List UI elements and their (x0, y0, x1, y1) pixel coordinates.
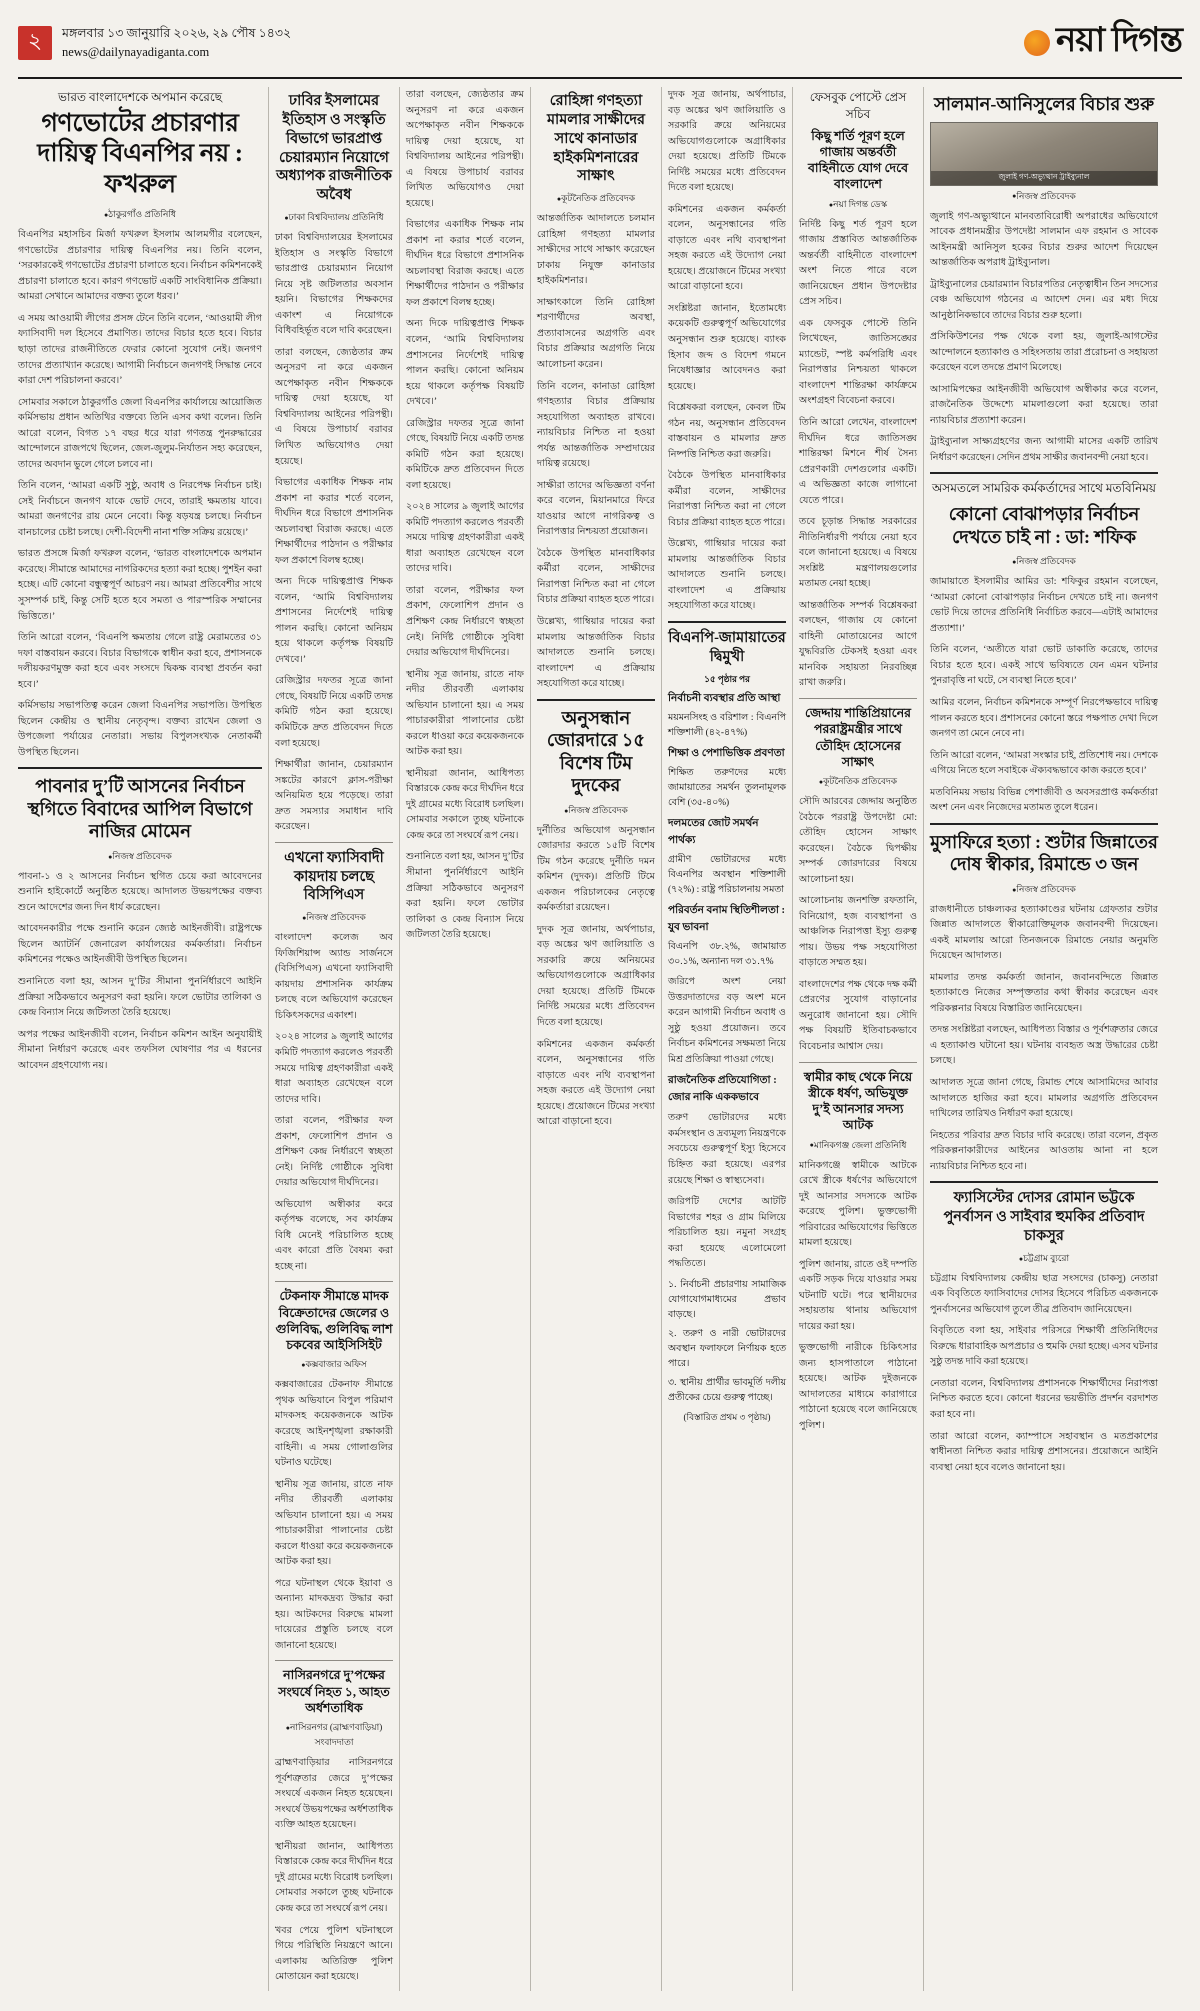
nasirnagar-para-2: খবর পেয়ে পুলিশ ঘটনাস্থলে গিয়ে পরিস্থিতি নিয়ন্ত্রণে আনে। এলাকায় অতিরিক্ত পুলিশ মোতায়েন করা হয়েছে। (275, 1924, 393, 1983)
facebook-para-0: নির্দিষ্ট কিছু শর্ত পূরণ হলে গাজায় প্রস্তাবিত আন্তর্জাতিক অন্তর্বর্তী বাহিনীতে বাংলাদেশ অংশ নিতে পারে বলে জানিয়েছেন প্রধান উপদেষ্টার প্রেস সচিব। (799, 218, 917, 308)
article-facebook (799, 89, 917, 691)
rohingya-cont-1: উল্লেখ্য, গাম্বিয়ার দায়ের করা মামলায় আন্তর্জাতিক বিচার আদালতে শুনানি চলছে। বাংলাদেশ এ প্রক্রিয়ায় সহযোগিতা করে যাচ্ছে। (668, 538, 786, 612)
bnp-jamaat-stat-0: ময়মনসিংহ ও বরিশাল : বিএনপি শক্তিশালী (৪২-৪৭%) (668, 712, 786, 738)
salman-photo-caption: জুলাই গণ-অভ্যুত্থান ট্রাইব্যুনাল (931, 171, 1157, 185)
column-2 (275, 87, 393, 1991)
shafique-para-3: তিনি আরো বলেন, ‘আমরা সংস্কার চাই, প্রতিশোধ নয়। দেশকে এগিয়ে নিতে হলে সবাইকে ঐক্যবদ্ধভাবে কাজ করতে হবে।’ (930, 749, 1158, 777)
bnp-jamaat-footnote-2: ৩. স্থানীয় প্রার্থীর ভাবমূর্তি দলীয় প্রতীকের চেয়ে গুরুত্ব পাচ্ছে। (668, 1378, 786, 1404)
chattogram-para-1: বিবৃতিতে বলা হয়, সাইবার পরিসরে শিক্ষার্থী প্রতিনিধিদের বিরুদ্ধে ধারাবাহিক অপপ্রচার ও হুমকি দেয়া হচ্ছে। এসব ঘটনার সুষ্ঠু তদন্ত দাবি করা হয়েছে। (930, 1325, 1158, 1368)
salman-byline: ● নিজস্ব প্রতিবেদক (930, 189, 1158, 204)
chattogram-para-2: নেতারা বলেন, বিশ্ববিদ্যালয় প্রশাসনকে শিক্ষার্থীদের নিরাপত্তা নিশ্চিত করতে হবে। কোনো ধরনের ভয়ভীতি প্রদর্শন বরদাশত করা হবে না। (930, 1377, 1158, 1420)
dhaka-islam-para-5: শিক্ষার্থীরা জানান, চেয়ারম্যান সঙ্কটের কারণে ক্লাস-পরীক্ষা অনিয়মিত হয়ে পড়েছে। তারা দ্রুত সমস্যার সমাধান দাবি করেছেন। (275, 759, 393, 833)
bcps-para-2: তারা বলেন, পরীক্ষার ফল প্রকাশ, ফেলোশিপ প্রদান ও প্রশিক্ষণ কেন্দ্র নির্ধারণে স্বচ্ছতা নেই। নির্দিষ্ট গোষ্ঠীকে সুবিধা দেয়ার অভিযোগ দীর্ঘদিনের। (275, 1115, 393, 1189)
dudok-para-0: দুর্নীতির অভিযোগ অনুসন্ধান জোরদার করতে ১৫টি বিশেষ টিম গঠন করেছে দুর্নীতি দমন কমিশন (দুদক)। প্রতিটি টিমে একজন পরিচালকের নেতৃত্বে কর্মকর্তারা রয়েছেন। (537, 824, 655, 914)
dhaka-islam-cont-1: বিভাগের একাধিক শিক্ষক নাম প্রকাশ না করার শর্তে বলেন, দীর্ঘদিন ধরে বিভাগে প্রশাসনিক অচলাবস্থা বিরাজ করছে। এতে শিক্ষার্থীদের পাঠদান ও পরীক্ষার ফল প্রকাশে বিলম্ব হচ্ছে। (406, 219, 524, 308)
dudok-headline: অনুসন্ধান জোরদারে ১৫ বিশেষ টিম দুদকের (546, 707, 646, 796)
chattogram-byline: ● চট্টগ্রাম ব্যুরো (930, 1251, 1158, 1266)
nasirnagar-para-1: স্থানীয়রা জানান, আধিপত্য বিস্তারকে কেন্দ্র করে দীর্ঘদিন ধরে দুই গ্রামের মধ্যে বিরোধ চলছিল। সোমবার সকালে তুচ্ছ ঘটনাকে কেন্দ্র করে তা সংঘর্ষে রূপ নেয়। (275, 1840, 393, 1914)
dateline (62, 24, 1024, 62)
lead-para-0: বিএনপির মহাসচিব মির্জা ফখরুল ইসলাম আলমগীর বলেছেন, গণভোটের প্রচারণার দায়িত্ব বিএনপির নয়। তিনি বলেন, ‘সরকারকেই গণভোটের প্রচারণা চালাতে হবে। নির্বাচন কমিশনকেই প্রচারণা চালাতে হবে। কারণ গণভোট একটি সাংবিধানিক প্রক্রিয়া। আমরা সেখানে আমাদের বক্তব্য তুলে ধরব।’ (18, 229, 262, 303)
dhaka-islam-cont-3: রেজিস্ট্রার দফতর সূত্রে জানা গেছে, বিষয়টি নিয়ে একটি তদন্ত কমিটি গঠন করা হয়েছে। কমিটিকে দ্রুত প্রতিবেদন দিতে বলা হয়েছে। (406, 417, 524, 491)
lead-para-2: সোমবার সকালে ঠাকুরগাঁও জেলা বিএনপির কার্যালয়ে আয়োজিত কর্মিসভায় প্রধান অতিথির বক্তব্যে তিনি এসব কথা বলেন। তিনি আরো বলেন, বিগত ১৭ বছর ধরে যারা গণতন্ত্র পুনরুদ্ধারের আন্দোলনে রাজপথে ছিলেন, জেল-জুলুম-নির্যাতন সহ্য করেছেন, তাদের অবদান ভুলে গেলে চলবে না। (18, 396, 262, 470)
column-divider (268, 87, 269, 1991)
bnp-jamaat-footnote-1: ২. তরুণ ও নারী ভোটারদের অবস্থান ফলাফলে নির্ণায়ক হতে পারে। (668, 1328, 786, 1369)
dhaka-islam-para-4: রেজিস্ট্রার দফতর সূত্রে জানা গেছে, বিষয়টি নিয়ে একটি তদন্ত কমিটি গঠন করা হয়েছে। কমিটিকে দ্রুত প্রতিবেদন দিতে বলা হয়েছে। (275, 675, 393, 749)
dhaka-islam-para-2: বিভাগের একাধিক শিক্ষক নাম প্রকাশ না করার শর্তে বলেন, দীর্ঘদিন ধরে বিভাগে প্রশাসনিক অচলাবস্থা বিরাজ করছে। এতে শিক্ষার্থীদের পাঠদান ও পরীক্ষার ফল প্রকাশে বিলম্ব হচ্ছে। (275, 477, 393, 566)
column-grid (18, 87, 1182, 1991)
rohingya-cont-0: বৈঠকে উপস্থিত মানবাধিকার কর্মীরা বলেন, সাক্ষীদের নিরাপত্তা নিশ্চিত করা না গেলে বিচার প্রক্রিয়া ব্যাহত হতে পারে। (668, 470, 786, 528)
musafir-para-3: আদালত সূত্রে জানা গেছে, রিমান্ড শেষে আসামিদের আবার আদালতে হাজির করা হবে। মামলার অগ্রগতি প্রতিবেদন দাখিলের তারিখও নির্ধারণ করা হয়েছে। (930, 1077, 1158, 1120)
teknaf-para-0: কক্সবাজারের টেকনাফ সীমান্তে পৃথক অভিযানে বিপুল পরিমাণ মাদকসহ কয়েকজনকে আটক করেছে আইনশৃঙ্খলা রক্ষাকারী বাহিনী। এ সময় গোলাগুলির ঘটনাও ঘটেছে। (275, 1379, 393, 1469)
bcps-cont-1: তারা বলেন, পরীক্ষার ফল প্রকাশ, ফেলোশিপ প্রদান ও প্রশিক্ষণ কেন্দ্র নির্ধারণে স্বচ্ছতা নেই। নির্দিষ্ট গোষ্ঠীকে সুবিধা দেয়ার অভিযোগ দীর্ঘদিনের। (406, 584, 524, 659)
article-nasirnagar (275, 1667, 393, 1984)
bnp-jamaat-subhead-1: শিক্ষা ও পেশাভিত্তিক প্রবণতা (668, 747, 785, 759)
column-divider (399, 87, 400, 1991)
bnp-jamaat-subhead-4: রাজনৈতিক প্রতিযোগিতা : জোর নাকি এককভাবে (668, 1075, 777, 1104)
divider (275, 842, 393, 843)
lead-para-3: তিনি বলেন, ‘আমরা একটি সুষ্ঠু, অবাধ ও নিরপেক্ষ নির্বাচন চাই। সেই নির্বাচনে জনগণ যাকে ভোট দেবে, তারাই ক্ষমতায় যাবে। আমরা জনগণের রায় মেনে নেবো। কিন্তু ষড়যন্ত্র চলছে। নির্বাচন বানচালের চেষ্টা চলছে। দেশী-বিদেশী নানা শক্তি সক্রিয় রয়েছে।’ (18, 480, 262, 538)
facebook-byline: ● নয়া দিগন্ত ডেস্ক (799, 197, 917, 212)
dudok-para-2: কমিশনের একজন কর্মকর্তা বলেন, অনুসন্ধানের গতি বাড়াতে এবং নথি ব্যবস্থাপনা সহজ করতে এই উদ্যোগ নেয়া হয়েছে। প্রয়োজনে টিমের সংখ্যা আরো বাড়ানো হবে। (537, 1038, 655, 1128)
column-divider (530, 87, 531, 1991)
lead-headline: গণভোটের প্রচারণার দায়িত্ব বিএনপির নয় : ফখরুল (37, 109, 243, 198)
pabna-para-3: অপর পক্ষের আইনজীবী বলেন, নির্বাচন কমিশন আইন অনুযায়ীই সীমানা নির্ধারণ করেছে এবং তফসিল ঘোষণার পর এ ধরনের আবেদন গ্রহণযোগ্য নয়। (18, 1028, 262, 1071)
pabna-headline: পাবনার দু’টি আসনের নির্বাচন স্থগিতে বিবাদের আপিল বিভাগে নাজির মোমেন (27, 776, 253, 842)
tawhid-headline: জেদ্দায় শান্তিপ্রিয়ানের পররাষ্ট্রমন্ত্রীর সাথে তৌহিদ হোসেনের সাক্ষাৎ (804, 706, 912, 769)
column-divider (923, 87, 924, 1991)
salman-photo (930, 122, 1158, 186)
date-text: মঙ্গলবার ১৩ জানুয়ারি ২০২৬, ২৯ পৌষ ১৪৩২ (62, 25, 292, 40)
facebook-para-4: আন্তর্জাতিক সম্পর্ক বিশ্লেষকরা বলছেন, গাজায় যে কোনো বাহিনী মোতায়েনের আগে যুদ্ধবিরতি টেকসই হওয়া এবং মানবিক সহায়তা নিরবচ্ছিন্ন রাখা জরুরি। (799, 599, 917, 689)
lead-para-6: কর্মিসভায় সভাপতিত্ব করেন জেলা বিএনপির সভাপতি। উপস্থিত ছিলেন কেন্দ্রীয় ও স্থানীয় নেতৃবৃন্দ। বক্তব্য রাখেন জেলা ও উপজেলা পর্যায়ের নেতারা। সভায় বিপুলসংখ্যক নেতাকর্মী উপস্থিত ছিলেন। (18, 700, 262, 758)
pabna-byline: ● নিজস্ব প্রতিবেদক (18, 849, 262, 864)
husband-headline: স্বামীর কাছ থেকে নিয়ে স্ত্রীকে ধর্ষণ, অভিযুক্ত দু’ই আনসার সদস্য আটক (803, 1069, 913, 1133)
teknaf-para-2: পরে ঘটনাস্থল থেকে ইয়াবা ও অন্যান্য মাদকদ্রব্য উদ্ধার করা হয়। আটকদের বিরুদ্ধে মামলা দায়েরের প্রস্তুতি চলছে বলে জানানো হয়েছে। (275, 1577, 393, 1651)
article-musafir (930, 831, 1158, 1175)
bnp-jamaat-para-1: তরুণ ভোটারদের মধ্যে কর্মসংস্থান ও দ্রব্যমূল্য নিয়ন্ত্রণকে সবচেয়ে গুরুত্বপূর্ণ ইস্যু হিসেবে চিহ্নিত করা হয়েছে। এরপর রয়েছে শিক্ষা ও স্বাস্থ্যসেবা। (668, 1112, 786, 1186)
column-divider (661, 87, 662, 1991)
pabna-cont-0: শুনানিতে বলা হয়, আসন দু’টির সীমানা পুনর্নির্ধারণে আইনি প্রক্রিয়া সঠিকভাবে অনুসরণ করা হয়নি। ফলে ভোটার তালিকা ও কেন্দ্র বিন্যাস নিয়ে জটিলতা তৈরি হয়েছে। (406, 851, 524, 941)
dudok-cont-0: দুদক সূত্র জানায়, অর্থপাচার, বড় অঙ্কের ঋণ জালিয়াতি ও সরকারি ক্রয়ে অনিয়মের অভিযোগগুলোকে অগ্রাধিকার দেয়া হয়েছে। প্রতিটি টিমকে নির্দিষ্ট সময়ের মধ্যে প্রতিবেদন দিতে বলা হয়েছে। (668, 89, 786, 194)
nasirnagar-cont-0: স্থানীয়রা জানান, আধিপত্য বিস্তারকে কেন্দ্র করে দীর্ঘদিন ধরে দুই গ্রামের মধ্যে বিরোধ চলছিল। সোমবার সকালে তুচ্ছ ঘটনাকে কেন্দ্র করে তা সংঘর্ষে রূপ নেয়। (406, 767, 524, 841)
divider (930, 1181, 1158, 1183)
email-text: news@dailynayadiganta.com (62, 44, 210, 59)
divider (275, 1281, 393, 1282)
bnp-jamaat-continued-from: ১৫ পৃষ্ঠার পর (704, 673, 750, 684)
column-3 (406, 87, 524, 1991)
column-5 (668, 87, 786, 1991)
dhaka-islam-para-0: ঢাকা বিশ্ববিদ্যালয়ের ইসলামের ইতিহাস ও সংস্কৃতি বিভাগে ভারপ্রাপ্ত চেয়ারম্যান নিয়োগ নিয়ে সৃষ্ট জটিলতার অবসান হয়নি। বিভাগের শিক্ষকদের একাংশ এ নিয়োগকে বিধিবহির্ভূত বলে দাবি করেছেন। (275, 232, 393, 337)
rohingya-para-0: আন্তর্জাতিক আদালতে চলমান রোহিঙ্গা গণহত্যা মামলার সাক্ষীদের সাথে সাক্ষাৎ করেছেন ঢাকায় নিযুক্ত কানাডার হাইকমিশনার। (537, 213, 655, 287)
bcps-para-1: ২০২৪ সালের ৯ জুলাই আগের কমিটি পদত্যাগ করলেও পরবর্তী সময়ে দায়িত্ব গ্রহণকারীরা একই ধারা অব্যাহত রেখেছেন বলে তাদের দাবি। (275, 1031, 393, 1105)
tawhid-para-2: বাংলাদেশের পক্ষ থেকে দক্ষ কর্মী প্রেরণের সুযোগ বাড়ানোর অনুরোধ জানানো হয়। সৌদি পক্ষ বিষয়টি ইতিবাচকভাবে বিবেচনার আশ্বাস দেয়। (799, 978, 917, 1052)
bnp-jamaat-stat-1: শিক্ষিত তরুণদের মধ্যে জামায়াতের সমর্থন তুলনামূলক বেশি (৩৫-৪০%) (668, 767, 786, 808)
dudok-cont-1: কমিশনের একজন কর্মকর্তা বলেন, অনুসন্ধানের গতি বাড়াতে এবং নথি ব্যবস্থাপনা সহজ করতে এই উদ্যোগ নেয়া হয়েছে। প্রয়োজনে টিমের সংখ্যা আরো বাড়ানো হবে। (668, 203, 786, 293)
husband-byline: ● মানিকগঞ্জ জেলা প্রতিনিধি (799, 1138, 917, 1153)
facebook-headline: কিছু শর্তি পূরণ হলে গাজায় অন্তর্বর্তী বাহিনীতে যোগ দেবে বাংলাদেশ (807, 128, 909, 192)
bcps-para-3: অভিযোগ অস্বীকার করে কর্তৃপক্ষ বলেছে, সব কার্যক্রম বিধি মেনেই পরিচালিত হচ্ছে এবং কারো প্রতি বৈষম্য করা হচ্ছে না। (275, 1198, 393, 1272)
page-number: ২ (18, 26, 52, 60)
rohingya-headline: রোহিঙ্গা গণহত্যা মামলার সাক্ষীদের সাথে কানাডার হাইকমিশনারের সাক্ষাৎ (546, 93, 646, 185)
divider (668, 621, 786, 623)
article-chattogram (930, 1189, 1158, 1475)
bcps-byline: ● নিজস্ব প্রতিবেদক (275, 910, 393, 925)
teknaf-cont-0: স্থানীয় সূত্র জানায়, রাতে নাফ নদীর তীরবর্তী এলাকায় অভিযান চালানো হয়। এ সময় পাচারকারীরা পালানোর চেষ্টা করলে ধাওয়া করে কয়েকজনকে আটক করা হয়। (406, 668, 524, 758)
bnp-jamaat-contd: (বিস্তারিত প্রথম ৩ পৃষ্ঠায়) (683, 1412, 771, 1423)
rohingya-para-4: বৈঠকে উপস্থিত মানবাধিকার কর্মীরা বলেন, সাক্ষীদের নিরাপত্তা নিশ্চিত করা না গেলে বিচার প্রক্রিয়া ব্যাহত হতে পারে। (537, 547, 655, 606)
teknaf-byline: ● কক্সবাজার অফিস (275, 1357, 393, 1372)
pabna-para-2: শুনানিতে বলা হয়, আসন দু’টির সীমানা পুনর্নির্ধারণে আইনি প্রক্রিয়া সঠিকভাবে অনুসরণ করা হয়নি। ফলে ভোটার তালিকা ও কেন্দ্র বিন্যাস নিয়ে জটিলতা তৈরি হয়েছে। (18, 975, 262, 1019)
facebook-para-2: তিনি আরো লেখেন, বাংলাদেশ দীর্ঘদিন ধরে জাতিসঙ্ঘ শান্তিরক্ষা মিশনে শীর্ষ সৈন্য প্রেরণকারী দেশগুলোর একটি। এ অভিজ্ঞতা কাজে লাগানো যেতে পারে। (799, 416, 917, 506)
article-lead (18, 89, 262, 760)
divider (799, 698, 917, 699)
dudok-cont-3: বিশ্লেষকরা বলছেন, কেবল টিম গঠন নয়, অনুসন্ধান প্রতিবেদন বাস্তবায়ন ও মামলার দ্রুত নিষ্পত্তি নিশ্চিত করা জরুরি। (668, 402, 786, 460)
facebook-para-3: তবে চূড়ান্ত সিদ্ধান্ত সরকারের নীতিনির্ধারণী পর্যায়ে নেয়া হবে বলে জানানো হয়েছে। এ বিষয়ে সংশ্লিষ্ট মন্ত্রণালয়গুলোর মতামত নেয়া হচ্ছে। (799, 516, 917, 590)
bnp-jamaat-footnote-0: ১. নির্বাচনী প্রচারণায় সামাজিক যোগাযোগমাধ্যমের প্রভাব বাড়ছে। (668, 1279, 786, 1320)
dhaka-islam-para-3: অন্য দিকে দায়িত্বপ্রাপ্ত শিক্ষক বলেন, ‘আমি বিশ্ববিদ্যালয় প্রশাসনের নির্দেশেই দায়িত্ব পালন করছি। কোনো অনিয়ম হয়ে থাকলে কর্তৃপক্ষ বিষয়টি দেখবে।’ (275, 576, 393, 665)
article-bnp-jamaat (668, 629, 786, 1425)
shafique-para-2: আমির বলেন, নির্বাচন কমিশনকে সম্পূর্ণ নিরপেক্ষভাবে দায়িত্ব পালন করতে হবে। প্রশাসনের কোনো স্তরে পক্ষপাত দেখা দিলে জনগণ তা মেনে নেবে না। (930, 696, 1158, 740)
brand-name: নয়া দিগন্ত (1056, 22, 1182, 59)
dhaka-islam-cont-2: অন্য দিকে দায়িত্বপ্রাপ্ত শিক্ষক বলেন, ‘আমি বিশ্ববিদ্যালয় প্রশাসনের নির্দেশেই দায়িত্ব পালন করছি। কোনো অনিয়ম হয়ে থাকলে কর্তৃপক্ষ বিষয়টি দেখবে।’ (406, 318, 524, 408)
dhaka-islam-byline: ● ঢাকা বিশ্ববিদ্যালয় প্রতিনিধি (275, 210, 393, 225)
divider (18, 767, 262, 769)
lead-para-4: ভারত প্রসঙ্গে মির্জা ফখরুল বলেন, ‘ভারত বাংলাদেশকে অপমান করেছে। সীমান্তে আমাদের নাগরিকদের হত্যা করা হচ্ছে। পুশইন করা হচ্ছে। এটি কোনো বন্ধুত্বপূর্ণ আচরণ নয়। আমরা প্রতিবেশীর সাথে সুসম্পর্ক চাই, কিন্তু সেটি হতে হবে সমতা ও পারস্পরিক সম্মানের ভিত্তিতে।’ (18, 548, 262, 622)
musafir-byline: ● নিজস্ব প্রতিবেদক (930, 882, 1158, 897)
rohingya-para-3: সাক্ষীরা তাদের অভিজ্ঞতা বর্ণনা করে বলেন, মিয়ানমারে ফিরে যাওয়ার আগে নাগরিকত্ব ও নিরাপত্তার নিশ্চয়তা প্রয়োজন। (537, 479, 655, 538)
newspaper-logo (1024, 14, 1182, 71)
divider (799, 1062, 917, 1063)
shafique-byline: ● নিজস্ব প্রতিবেদক (930, 554, 1158, 569)
chattogram-para-0: চট্টগ্রাম বিশ্ববিদ্যালয় কেন্দ্রীয় ছাত্র সংসদের (চাকসু) নেতারা এক বিবৃতিতে ফ্যাসিবাদের দোসর হিসেবে পরিচিত একজনকে পুনর্বাসনের অভিযোগ তুলে তীব্র প্রতিবাদ জানিয়েছেন। (930, 1272, 1158, 1315)
bcps-para-0: বাংলাদেশ কলেজ অব ফিজিশিয়ান্স অ্যান্ড সার্জনসে (বিসিপিএস) এখনো ফ্যাসিবাদী কায়দায় প্রশাসনিক কার্যক্রম চলছে বলে অভিযোগ করেছেন চিকিৎসকদের একাংশ। (275, 932, 393, 1021)
pabna-para-1: আবেদনকারীর পক্ষে শুনানি করেন জ্যেষ্ঠ আইনজীবী। রাষ্ট্রপক্ষে ছিলেন অ্যাটর্নি জেনারেল কার্যালয়ের কর্মকর্তারা। নির্বাচন কমিশনের পক্ষেও আইনজীবী উপস্থিত ছিলেন। (18, 923, 262, 966)
bnp-jamaat-subhead-2: দলমতের জোট সমর্থন পার্থক্য (668, 817, 759, 846)
bcps-headline: এখনো ফ্যাসিবাদী কায়দায় চলছে বিসিপিএস (284, 849, 384, 904)
rohingya-para-5: উল্লেখ্য, গাম্বিয়ার দায়ের করা মামলায় আন্তর্জাতিক বিচার আদালতে শুনানি চলছে। বাংলাদেশ এ প্রক্রিয়ায় সহযোগিতা করে যাচ্ছে। (537, 615, 655, 690)
lead-byline: ● ঠাকুরগাঁও প্রতিনিধি (18, 207, 262, 222)
tawhid-byline: ● কূটনৈতিক প্রতিবেদক (799, 774, 917, 789)
teknaf-headline: টেকনাফ সীমান্তে মাদক বিক্রেতাদের জেলের ও গুলিবিদ্ধ, গুলিবিদ্ধ লাশ চকবের আইসিসিইট (275, 1289, 393, 1353)
sun-icon (1024, 30, 1050, 56)
musafir-para-2: তদন্ত সংশ্লিষ্টরা বলছেন, আধিপত্য বিস্তার ও পূর্বশত্রুতার জেরে এ হত্যাকাণ্ড ঘটানো হয়। ঘটনায় ব্যবহৃত অস্ত্র উদ্ধারের চেষ্টা চলছে। (930, 1024, 1158, 1067)
salman-para-0: জুলাই গণ-অভ্যুত্থানে মানবতাবিরোধী অপরাধের অভিযোগে সাবেক প্রধানমন্ত্রীর উপদেষ্টা সালমান এফ রহমান ও সাবেক আইনমন্ত্রী আনিসুল হকের বিচার শুরুর আদেশ দিয়েছেন আন্তর্জাতিক অপরাধ ট্রাইব্যুনাল। (930, 210, 1158, 269)
article-rohingya (537, 92, 655, 692)
pabna-para-0: পাবনা-১ ও ২ আসনের নির্বাচন স্থগিত চেয়ে করা আবেদনের শুনানি হাইকোর্টে অনুষ্ঠিত হয়েছে। আদালত উভয়পক্ষের বক্তব্য শুনে আদেশের জন্য দিন ধার্য করেছেন। (18, 870, 262, 913)
lead-kicker: ভারত বাংলাদেশকে অপমান করেছে (58, 90, 222, 104)
column-7 (930, 87, 1158, 1991)
facebook-kicker: ফেসবুক পোস্টে প্রেস সচিব (809, 90, 907, 121)
bnp-jamaat-stat-3: বিএনপি ৩৮.২%, জামায়াত ৩০.১%, অন্যান্য দল ৩১.৭% (668, 942, 786, 968)
bnp-jamaat-stat-2: গ্রামীণ ভোটারদের মধ্যে বিএনপির অবস্থান শক্তিশালী (৭২%) : রাষ্ট্র পরিচালনায় সমতা (668, 854, 786, 896)
dudok-cont-2: সংশ্লিষ্টরা জানান, ইতোমধ্যে কয়েকটি গুরুত্বপূর্ণ অভিযোগের অনুসন্ধান শুরু হয়েছে। ব্যাংক হিসাব জব্দ ও বিদেশ গমনে নিষেধাজ্ঞার আবেদনও করা হয়েছে। (668, 302, 786, 392)
article-tawhid (799, 705, 917, 1055)
column-4 (537, 87, 655, 1991)
shafique-para-4: মতবিনিময় সভায় বিভিন্ন পেশাজীবী ও অবসরপ্রাপ্ত কর্মকর্তারা অংশ নেন এবং নিজেদের মতামত তুলে ধরেন। (930, 786, 1158, 814)
bcps-cont-0: ২০২৪ সালের ৯ জুলাই আগের কমিটি পদত্যাগ করলেও পরবর্তী সময়ে দায়িত্ব গ্রহণকারীরা একই ধারা অব্যাহত রেখেছেন বলে তাদের দাবি। (406, 501, 524, 575)
column-6 (799, 87, 917, 1991)
chattogram-headline: ফ্যাসিস্টের দোসর রোমান ভট্টকে পুনর্বাসন ও সাইবার হুমকির প্রতিবাদ চাকসুর (943, 1190, 1145, 1244)
rohingya-para-2: তিনি বলেন, কানাডা রোহিঙ্গা গণহত্যার বিচার প্রক্রিয়ায় সহযোগিতা অব্যাহত রাখবে। ন্যায়বিচার নিশ্চিত না হওয়া পর্যন্ত আন্তর্জাতিক সম্প্রদায়ের দায়িত্ব রয়েছে। (537, 380, 655, 470)
bnp-jamaat-subhead-0: নির্বাচনী ব্যবস্থার প্রতি আস্থা (668, 692, 781, 704)
rohingya-para-1: সাক্ষাৎকালে তিনি রোহিঙ্গা শরণার্থীদের অবস্থা, প্রত্যাবাসনের অগ্রগতি এবং বিচার প্রক্রিয়ার অগ্রগতি নিয়ে আলোচনা করেন। (537, 296, 655, 370)
nasirnagar-para-0: ব্রাহ্মণবাড়িয়ার নাসিরনগরে পূর্বশত্রুতার জেরে দু’পক্ষের সংঘর্ষে একজন নিহত হয়েছেন। সংঘর্ষে উভয়পক্ষের অর্ধশতাধিক ব্যক্তি আহত হয়েছেন। (275, 1757, 393, 1831)
bnp-jamaat-para-0: জরিপে অংশ নেয়া উত্তরদাতাদের বড় অংশ মনে করেন আগামী নির্বাচন অবাধ ও সুষ্ঠু হওয়া প্রয়োজন। তবে নির্বাচন কমিশনের সক্ষমতা নিয়ে মিশ্র প্রতিক্রিয়া পাওয়া গেছে। (668, 976, 786, 1065)
article-shafique (930, 480, 1158, 815)
column-1 (18, 87, 262, 1991)
masthead (18, 14, 1182, 79)
musafir-para-4: নিহতের পরিবার দ্রুত বিচার দাবি করেছে। তারা বলেন, প্রকৃত পরিকল্পনাকারীদের আইনের আওতায় আনা না হলে ন্যায়বিচার নিশ্চিত হবে না। (930, 1129, 1158, 1172)
salman-headline: সালমান-আনিসুলের বিচার শুরু (933, 94, 1155, 114)
article-teknaf (275, 1288, 393, 1653)
divider (930, 472, 1158, 474)
husband-para-2: ভুক্তভোগী নারীকে চিকিৎসার জন্য হাসপাতালে পাঠানো হয়েছে। আটক দুইজনকে আদালতের মাধ্যমে কারাগারে পাঠানো হয়েছে বলে জানিয়েছে পুলিশ। (799, 1342, 917, 1431)
shafique-para-1: তিনি বলেন, ‘অতীতে যারা ভোট ডাকাতি করেছে, তাদের বিচার হতে হবে। একই সাথে ভবিষ্যতে যেন এমন ঘটনার পুনরাবৃত্তি না ঘটে, সে ব্যবস্থা নিতে হবে।’ (930, 644, 1158, 687)
divider (275, 1660, 393, 1661)
dhaka-islam-cont-0: তারা বলছেন, জ্যেষ্ঠতার ক্রম অনুসরণ না করে একজন অপেক্ষাকৃত নবীন শিক্ষককে দায়িত্ব দেয়া হয়েছে, যা বিশ্ববিদ্যালয় আইনের পরিপন্থী। এ বিষয়ে উপাচার্য বরাবর লিখিত অভিযোগও দেয়া হয়েছে। (406, 89, 524, 209)
tawhid-para-1: আলোচনায় জনশক্তি রফতানি, বিনিয়োগ, হজ ব্যবস্থাপনা ও আঞ্চলিক নিরাপত্তা ইস্যু গুরুত্ব পায়। উভয় পক্ষ সহযোগিতা বাড়াতে সম্মত হয়। (799, 895, 917, 969)
husband-para-0: মানিকগঞ্জে স্বামীকে আটকে রেখে স্ত্রীকে ধর্ষণের অভিযোগে দুই আনসার সদস্যকে আটক করেছে পুলিশ। ভুক্তভোগী পরিবারের অভিযোগের ভিত্তিতে মামলা হয়েছে। (799, 1159, 917, 1249)
shafique-headline: কোনো বোঝাপড়ার নির্বাচন দেখতে চাই না : ডা: শফিক (948, 504, 1140, 547)
article-husband (799, 1069, 917, 1434)
salman-para-3: আসামিপক্ষের আইনজীবী অভিযোগ অস্বীকার করে বলেন, রাজনৈতিক উদ্দেশ্যে মামলাগুলো করা হয়েছে। তারা ন্যায়বিচার প্রত্যাশা করেন। (930, 383, 1158, 426)
bnp-jamaat-subhead-3: পরিবর্তন বনাম স্থিতিশীলতা : যুব ভাবনা (668, 905, 786, 934)
musafir-para-0: রাজধানীতে চাঞ্চল্যকর হত্যাকাণ্ডের ঘটনায় গ্রেফতার শুটার জিন্নাত আদালতে স্বীকারোক্তিমূলক জবানবন্দী দিয়েছেন। একই মামলায় আরো তিনজনকে রিমান্ডে নেয়ার অনুমতি দিয়েছেন আদালত। (930, 903, 1158, 962)
article-dhaka-islam (275, 92, 393, 835)
bnp-jamaat-para-2: জরিপটি দেশের আটটি বিভাগের শহর ও গ্রাম মিলিয়ে পরিচালিত হয়। নমুনা সংগ্রহ করা হয়েছে এলোমেলো পদ্ধতিতে। (668, 1196, 786, 1270)
article-salman (930, 93, 1158, 465)
husband-para-1: পুলিশ জানায়, রাতে ওই দম্পতি একটি সড়ক দিয়ে যাওয়ার সময় ঘটনাটি ঘটে। পরে স্থানীয়দের সহায়তায় থানায় অভিযোগ দায়ের করা হয়। (799, 1258, 917, 1332)
dudok-byline: ● নিজস্ব প্রতিবেদক (537, 803, 655, 818)
lead-para-5: তিনি আরো বলেন, ‘বিএনপি ক্ষমতায় গেলে রাষ্ট্র মেরামতের ৩১ দফা বাস্তবায়ন করবে। বিচার বিভাগকে স্বাধীন করা হবে, প্রশাসনকে দলীয়করণমুক্ত করা হবে এবং সংসদে দ্বিকক্ষ ব্যবস্থা প্রবর্তন করা হবে।’ (18, 632, 262, 690)
article-pabna (18, 775, 262, 1073)
dhaka-islam-para-1: তারা বলছেন, জ্যেষ্ঠতার ক্রম অনুসরণ না করে একজন অপেক্ষাকৃত নবীন শিক্ষককে দায়িত্ব দেয়া হয়েছে, যা বিশ্ববিদ্যালয় আইনের পরিপন্থী। এ বিষয়ে উপাচার্য বরাবর লিখিত অভিযোগও দেয়া হয়েছে। (275, 346, 393, 467)
nasirnagar-headline: নাসিরনগরে দু’পক্ষের সংঘর্ষে নিহত ১, আহত অর্ধশতাধিক (278, 1668, 390, 1715)
article-dudok (537, 707, 655, 1130)
divider (537, 699, 655, 701)
dhaka-islam-headline: ঢাবির ইসলামের ইতিহাস ও সংস্কৃতি বিভাগে ভারপ্রাপ্ত চেয়ারম্যান নিয়োগে অধ্যাপক রাজনীতিক অবৈধ (276, 93, 392, 204)
shafique-kicker: অসমতলে সামরিক কর্মকর্তাদের সাথে মতবিনিময় (931, 481, 1157, 496)
salman-para-2: প্রসিকিউশনের পক্ষ থেকে বলা হয়, জুলাই-আগস্টের আন্দোলনে হত্যাকাণ্ড ও সহিংসতায় তারা প্ররোচনা ও সহায়তা করেছেন বলে তদন্তে প্রমাণ মিলেছে। (930, 331, 1158, 374)
tawhid-para-0: সৌদি আরবের জেদ্দায় অনুষ্ঠিত বৈঠকে পররাষ্ট্র উপদেষ্টা মো: তৌহিদ হোসেন সাক্ষাৎ করেছেন। বৈঠকে দ্বিপক্ষীয় সম্পর্ক জোরদারের বিষয়ে আলোচনা হয়। (799, 796, 917, 885)
facebook-para-1: এক ফেসবুক পোস্টে তিনি লিখেছেন, জাতিসঙ্ঘের ম্যান্ডেট, স্পষ্ট কর্মপরিধি এবং নিরাপত্তার নিশ্চয়তা থাকলে বাংলাদেশ শান্তিরক্ষা কার্যক্রমে অংশগ্রহণ বিবেচনা করবে। (799, 317, 917, 407)
lead-para-1: এ সময় আওয়ামী লীগের প্রসঙ্গ টেনে তিনি বলেন, ‘আওয়ামী লীগ ফ্যাসিবাদী দল হিসেবে প্রমাণিত। তাদের বিচার হতে হবে। বিচার ছাড়া তাদের রাজনীতিতে ফেরার কোনো সুযোগ নেই। জনগণ তাদের প্রত্যাখ্যান করেছে। আগামী নির্বাচনে জনগণই সিদ্ধান্ত নেবে কারা দেশ পরিচালনা করবে।’ (18, 312, 262, 387)
salman-para-4: ট্রাইব্যুনাল সাক্ষ্যগ্রহণের জন্য আগামী মাসের একটি তারিখ নির্ধারণ করেছেন। সেদিন প্রথম সাক্ষীর জবানবন্দী নেয়া হবে। (930, 436, 1158, 463)
chattogram-para-3: তারা আরো বলেন, ক্যাম্পাসে সহাবস্থান ও মতপ্রকাশের স্বাধীনতা নিশ্চিত করার দায়িত্ব প্রশাসনের। প্রয়োজনে আইনি ব্যবস্থা নেয়া হবে বলেও জানানো হয়। (930, 1430, 1158, 1473)
rohingya-byline: ● কূটনৈতিক প্রতিবেদক (537, 191, 655, 206)
teknaf-para-1: স্থানীয় সূত্র জানায়, রাতে নাফ নদীর তীরবর্তী এলাকায় অভিযান চালানো হয়। এ সময় পাচারকারীরা পালানোর চেষ্টা করলে ধাওয়া করে কয়েকজনকে আটক করা হয়। (275, 1478, 393, 1568)
article-bcps (275, 849, 393, 1275)
column-divider (792, 87, 793, 1991)
musafir-headline: মুসাফিরে হত্যা : শুটার জিন্নাতের দোষ স্বীকার, রিমান্ডে ৩ জন (930, 831, 1158, 875)
shafique-para-0: জামায়াতে ইসলামীর আমির ডা: শফিকুর রহমান বলেছেন, ‘আমরা কোনো বোঝাপড়ার নির্বাচন দেখতে চাই না। জনগণ ভোট দিয়ে তাদের প্রতিনিধি নির্বাচিত করবে—এটাই আমাদের প্রত্যাশা।’ (930, 576, 1158, 634)
musafir-para-1: মামলার তদন্ত কর্মকর্তা জানান, জবানবন্দিতে জিন্নাত হত্যাকাণ্ডে নিজের সম্পৃক্ততার কথা স্বীকার করেছেন এবং পরিকল্পনার বিষয়ে বিস্তারিত জানিয়েছেন। (930, 971, 1158, 1014)
divider (930, 823, 1158, 825)
salman-para-1: ট্রাইব্যুনালের চেয়ারম্যান বিচারপতির নেতৃত্বাধীন তিন সদস্যের বেঞ্চ অভিযোগ গঠনের এ আদেশ দেন। এর মধ্য দিয়ে আনুষ্ঠানিকভাবে তাদের বিচার শুরু হলো। (930, 278, 1158, 321)
dudok-para-1: দুদক সূত্র জানায়, অর্থপাচার, বড় অঙ্কের ঋণ জালিয়াতি ও সরকারি ক্রয়ে অনিয়মের অভিযোগগুলোকে অগ্রাধিকার দেয়া হয়েছে। প্রতিটি টিমকে নির্দিষ্ট সময়ের মধ্যে প্রতিবেদন দিতে বলা হয়েছে। (537, 923, 655, 1028)
bnp-jamaat-headline: বিএনপি-জামায়াতের দ্বিমুখী (668, 630, 786, 665)
nasirnagar-byline: ● নাসিরনগর (ব্রাহ্মণবাড়িয়া) সংবাদদাতা (275, 1720, 393, 1750)
